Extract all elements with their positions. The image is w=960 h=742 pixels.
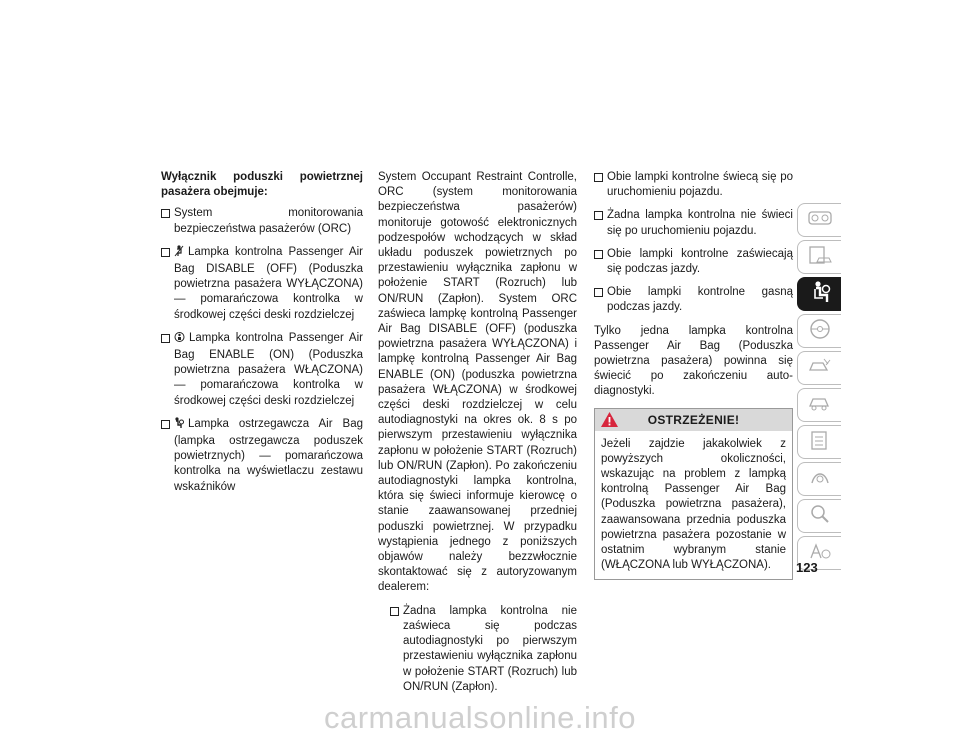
list-item — [161, 417, 363, 495]
list-item-text: Żadna lampka kontrolna nie świeci się po uruchomieniu pojazdu. — [607, 209, 793, 237]
steering-wheel-icon — [807, 318, 833, 345]
list-item-text: Żadna lampka kontrolna nie zaświeca się podczas autodiagnostyki po pierwszym przestawieniu wyłącznika zapłonu w położenie START (Rozruch) lub ON/RUN (Zapłon). — [403, 604, 577, 693]
tab-steering[interactable] — [797, 314, 841, 348]
list-item-text: Lampka kontrolna Passenger Air Bag ENABLE (ON) (Poduszka powietrzna pasażera WŁĄCZONA) — pomarańczowa kontrolka w środkowej części deski rozdzielczej — [174, 331, 363, 407]
list-item-text: Obie lampki kontrolne gasną podczas jazdy. — [607, 286, 793, 314]
list-item-text: Lampka ostrzegawcza Air Bag (lampka ostrzegawcza poduszek powietrznych) — pomarańczowa kontrolka na wyświetlaczu zestawu wskaźników — [174, 417, 363, 493]
list-item-text: System monitorowania bezpieczeństwa pasażerów (ORC) — [174, 207, 363, 235]
tab-specifications[interactable] — [797, 425, 841, 459]
chapter-tabs — [797, 203, 841, 573]
airbag-off-icon — [174, 245, 184, 262]
checkbox-bullet-icon — [594, 250, 603, 259]
checkbox-bullet-icon — [594, 288, 603, 297]
airbag-on-icon — [174, 331, 185, 348]
warning-header — [595, 409, 792, 431]
warning-title: OSTRZEŻENIE! — [647, 412, 740, 427]
dashboard-icon — [807, 207, 833, 234]
checkbox-bullet-icon — [594, 211, 603, 220]
tab-car-info[interactable] — [797, 240, 841, 274]
airbag-seat-icon — [807, 280, 833, 309]
checkbox-bullet-icon — [594, 173, 603, 182]
list-item — [161, 245, 363, 323]
column-right — [594, 170, 793, 580]
list-item — [594, 285, 793, 315]
watermark: carmanualsonline.info — [323, 700, 637, 735]
checkbox-bullet-icon — [161, 248, 170, 257]
list-item — [161, 206, 363, 236]
checkbox-bullet-icon — [161, 209, 170, 218]
multimedia-icon — [807, 466, 833, 493]
list-item-text: Obie lampki kontrolne zaświecają się podczas jazdy. — [607, 247, 793, 276]
warning-box — [594, 408, 793, 581]
list-item — [390, 604, 577, 695]
warning-text: Jeżeli zajdzie jakakolwiek z powyższych okoliczności, wskazując na problem z lampką kontrolną Passenger Air Bag (Poduszka powietrzna pasażera), zaawansowana przednia poduszka powietrzna pasażera pozostanie w ostatnim wybranym stanie (WŁĄCZONA lub WYŁĄCZONA). — [601, 437, 786, 572]
car-crash-icon — [807, 355, 833, 382]
tab-car-crash[interactable] — [797, 351, 841, 385]
car-service-icon — [807, 392, 833, 419]
airbag-warning-icon — [174, 417, 184, 434]
tab-airbag-seat[interactable] — [797, 277, 841, 311]
tab-multimedia[interactable] — [797, 462, 841, 496]
list-item-text: Obie lampki kontrolne świecą się po uruchomieniu pojazdu. — [607, 171, 793, 199]
list-item-text: Lampka kontrolna Passenger Air Bag DISABLE (OFF) (Poduszka powietrzna pasażera WYŁĄCZONA) — pomarańczowa kontrolka w środkowej części deski rozdzielczej — [174, 245, 363, 321]
tab-search[interactable] — [797, 499, 841, 533]
section-heading: Wyłącznik poduszki powietrznej pasażera obejmuje: — [161, 171, 363, 199]
checkbox-bullet-icon — [161, 334, 170, 343]
specifications-icon — [807, 429, 833, 456]
list-item — [594, 208, 793, 238]
checkbox-bullet-icon — [161, 420, 170, 429]
list-item — [594, 247, 793, 277]
tab-car-service[interactable] — [797, 388, 841, 422]
search-icon — [807, 503, 833, 530]
body-paragraph: System Occupant Restraint Controlle, ORC (system monitorowania bezpieczeństwa pasażerów) monitoruje gotowość elektronicznych podzespołów wchodzących w skład układu poduszek powietrznych po przestawieniu wyłącznika zapłonu w położenie START (Rozruch) lub ON/RUN (Zapłon). System ORC zaświeca lampkę kontrolną Passenger Air Bag DISABLE (OFF) (poduszka powietrzna pasażera WYŁĄCZONA) i lampkę kontrolną Passenger Air Bag ENABLE (ON) (poduszka powietrzna pasażera WŁĄCZONA) w środkowej części deski rozdzielczej w celu autodiagnostyki na okres ok. 8 s po pierwszym przestawieniu wyłącznika zapłonu w położenie START (Rozruch) lub ON/RUN (Zapłon). Po zakończeniu autodiagnostyki lampka kontrolna, która się świeci informuje kierowcę o stanie zaawansowanej przedniej poduszki powietrznej. W przypadku wystąpienia jednego z poniższych objawów należy bezzwłocznie skontaktować się z autoryzowanym dealerem: — [378, 171, 577, 594]
list-item — [594, 170, 793, 200]
list-item — [161, 331, 363, 409]
car-info-icon — [807, 244, 833, 271]
body-paragraph: Tylko jedna lampka kontrolna Passenger Air Bag (Poduszka powietrzna pasażera) powinna się świecić po zakończeniu autodiagnostyki. — [594, 324, 793, 398]
column-left — [161, 170, 363, 503]
column-middle — [378, 170, 577, 703]
tab-dashboard[interactable] — [797, 203, 841, 237]
warning-triangle-icon — [600, 411, 619, 435]
page-number: 123 — [796, 560, 818, 575]
checkbox-bullet-icon — [390, 607, 399, 616]
